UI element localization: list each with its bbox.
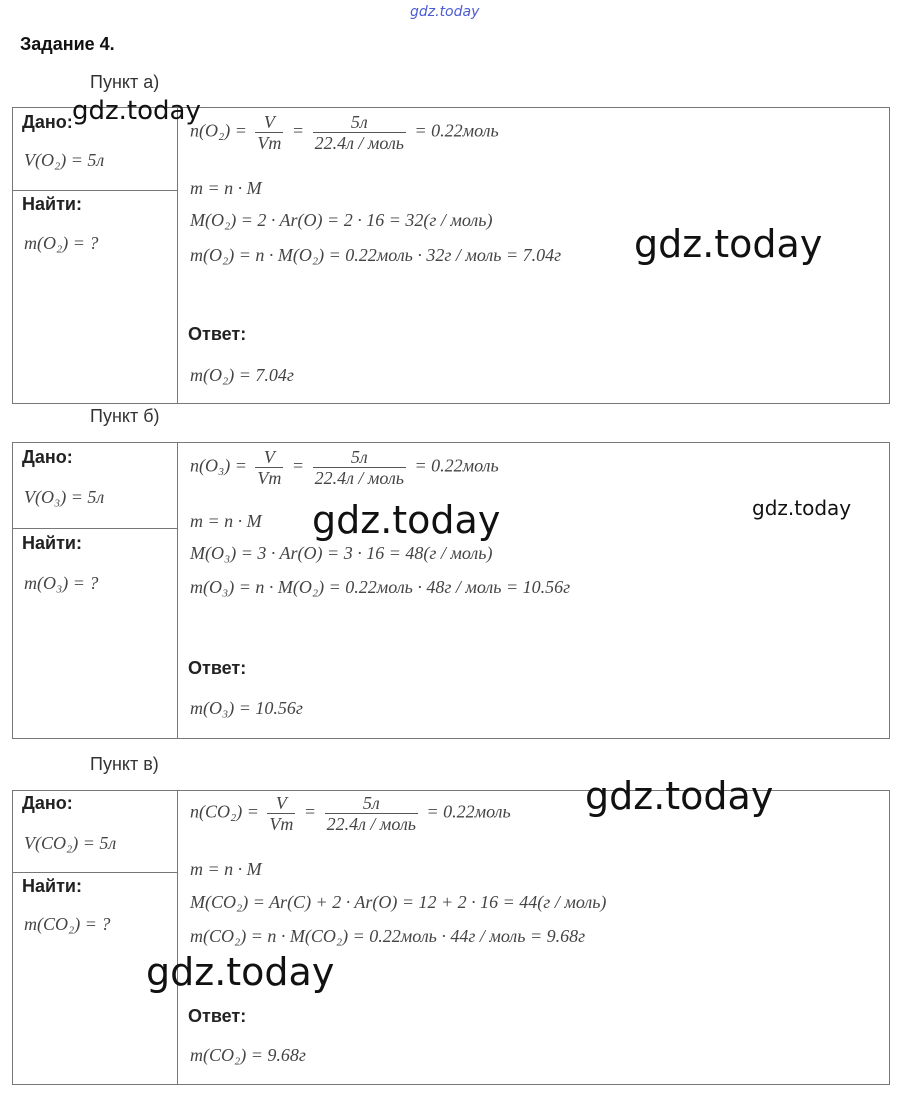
part-c-answer: m(CO₂) = 9.68г	[190, 1045, 306, 1065]
part-a-eq2: m = n · M	[190, 178, 262, 198]
part-b-frac2-num: 5л	[313, 448, 406, 468]
watermark-c2: gdz.today	[146, 950, 335, 994]
part-b-find-value: m(O₃) = ?	[24, 573, 99, 593]
part-c-eq4: m(CO₂) = n · M(CO₂) = 0.22моль · 44г / моль = 9.68г	[190, 926, 586, 946]
part-a-eq3: M(O₂) = 2 · Ar(O) = 2 · 16 = 32(г / моль)	[190, 210, 493, 230]
part-c-given-value: V(CO₂) = 5л	[24, 833, 117, 853]
part-c-eq1: n(CO₂) = $\frac{V}{Vm}$ = $\frac{5л}{\text{22.4л / моль}}$ = 0.22моль	[190, 793, 511, 834]
part-a-find-value: m(O₂) = ?	[24, 233, 99, 253]
part-a-eq1: n(O₂) = $\frac{V}{Vm}$ = $\frac{5л}{\text{22.4л / моль}}$ = 0.22моль	[190, 112, 499, 153]
part-b-eq1-left: n(O₃) =	[190, 455, 247, 476]
part-b-answer: m(O₃) = 10.56г	[190, 698, 303, 718]
watermark-a1: gdz.today	[72, 96, 201, 126]
part-b-given-divider	[12, 528, 177, 529]
part-b-answer-label: Ответ:	[188, 658, 247, 678]
part-b-given-label: Дано:	[22, 447, 73, 467]
part-c-given-divider	[12, 872, 177, 873]
part-c-frac2	[325, 794, 418, 833]
part-b-eq1: n(O₃) = $\frac{V}{Vm}$ = $\frac{5л}{\text{22.4л / моль}}$ = 0.22моль	[190, 447, 499, 488]
part-c-eq2: m = n · M	[190, 859, 262, 879]
part-c-given-label: Дано:	[22, 793, 73, 813]
part-a-frac1-den: Vm	[257, 133, 282, 153]
part-a-answer-label: Ответ:	[188, 324, 247, 344]
page-title: Задание 4.	[20, 34, 115, 54]
part-b-eq1-right: = 0.22моль	[414, 455, 499, 476]
watermark-b2: gdz.today	[752, 496, 852, 520]
part-c-eq1-right: = 0.22моль	[426, 801, 511, 822]
part-c-eq3: M(CO₂) = Ar(C) + 2 · Ar(O) = 12 + 2 · 16 = 44(г / моль)	[190, 892, 607, 912]
part-b-divider	[177, 442, 178, 739]
part-c-find-value: m(CO₂) = ?	[24, 914, 111, 934]
part-b-eq3: M(O₃) = 3 · Ar(O) = 3 · 16 = 48(г / моль)	[190, 543, 493, 563]
part-c-frac2-den: 22.4л / моль	[326, 814, 416, 834]
part-c-answer-label: Ответ:	[188, 1006, 247, 1026]
part-c-find-label: Найти:	[22, 876, 82, 896]
part-c-frac1-den: Vm	[269, 814, 294, 834]
part-a-frac2	[313, 113, 406, 152]
part-c-eq1-left: n(CO₂) =	[190, 801, 259, 822]
part-b-frac1-num: V	[255, 448, 283, 468]
part-a-eq1-left: n(O₂) =	[190, 120, 247, 141]
part-b-heading: Пункт б)	[90, 406, 160, 426]
part-c-divider	[177, 790, 178, 1085]
part-b-eq4: m(O₃) = n · M(O₂) = 0.22моль · 48г / моль = 10.56г	[190, 577, 571, 597]
part-a-frac2-num: 5л	[313, 113, 406, 133]
part-b-frac2-den: 22.4л / моль	[314, 468, 404, 488]
part-a-frac1-num: V	[255, 113, 283, 133]
watermark-b1: gdz.today	[312, 498, 501, 542]
part-b-frac2	[313, 448, 406, 487]
part-a-given-divider	[12, 190, 177, 191]
part-a-eq1-right: = 0.22моль	[414, 120, 499, 141]
part-a-answer: m(O₂) = 7.04г	[190, 365, 294, 385]
part-c-frac1	[267, 794, 295, 833]
watermark-a2: gdz.today	[634, 222, 823, 266]
part-a-eq4: m(O₂) = n · M(O₂) = 0.22моль · 32г / моль = 7.04г	[190, 245, 562, 265]
part-c-frac2-num: 5л	[325, 794, 418, 814]
watermark-top: gdz.today	[410, 4, 480, 20]
watermark-c1: gdz.today	[585, 774, 774, 818]
part-a-frac2-den: 22.4л / моль	[314, 133, 404, 153]
part-a-heading: Пункт а)	[90, 72, 160, 92]
part-b-frac1-den: Vm	[257, 468, 282, 488]
part-b-given-value: V(O₃) = 5л	[24, 487, 105, 507]
part-c-frac1-num: V	[267, 794, 295, 814]
part-a-given-value: V(O₂) = 5л	[24, 150, 105, 170]
part-c-heading: Пункт в)	[90, 754, 159, 774]
part-b-frac1	[255, 448, 283, 487]
part-a-divider	[177, 107, 178, 404]
part-a-given-label: Дано:	[22, 112, 73, 132]
part-a-find-label: Найти:	[22, 194, 82, 214]
part-b-eq2: m = n · M	[190, 511, 262, 531]
part-b-find-label: Найти:	[22, 533, 82, 553]
part-a-frac1	[255, 113, 283, 152]
